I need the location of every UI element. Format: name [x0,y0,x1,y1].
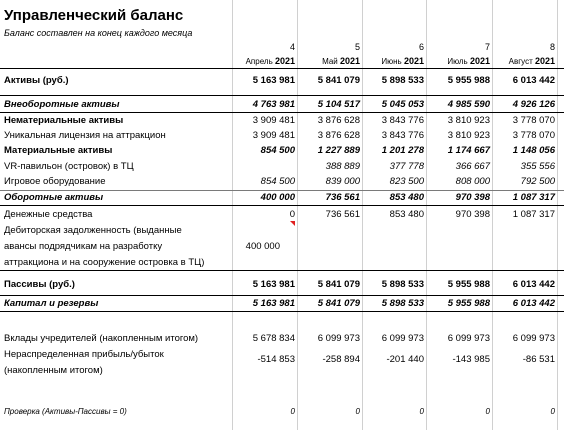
cell-liabilities[interactable]: 5 841 079 [317,279,360,290]
row-label-liabilities: Пассивы (руб.) [4,279,75,290]
cell-liabilities[interactable]: 5 955 988 [447,279,490,290]
cell-cash[interactable]: 1 087 317 [512,209,555,220]
row-label-noncurrent: Внеоборотные активы [4,99,120,110]
sheet-title: Управленческий баланс [4,7,184,24]
cell-check[interactable]: 0 [290,407,295,416]
row-border [0,311,564,312]
row-label-retained-line2: (накопленным итогом) [4,365,103,376]
row-label-contributions: Вклады учредителей (накопленным итогом) [4,333,199,344]
cell-vr[interactable]: 355 556 [520,161,555,172]
column-month: Май 2021 [322,56,360,66]
cell-tangible[interactable]: 1 174 667 [447,145,490,156]
cell-check[interactable]: 0 [419,407,424,416]
row-label-receivables-line3: аттракциона и на сооружение островка в ТЦ) [4,257,205,268]
cell-cash[interactable]: 736 561 [325,209,360,220]
cell-cash[interactable]: 970 398 [455,209,490,220]
cell-check[interactable]: 0 [550,407,555,416]
cell-current[interactable]: 853 480 [389,192,424,203]
column-month: Июль 2021 [447,56,490,66]
comment-indicator-icon[interactable] [290,221,295,226]
cell-noncurrent[interactable]: 5 104 517 [317,99,360,110]
row-border [0,205,564,206]
cell-current[interactable]: 970 398 [455,192,490,203]
cell-license[interactable]: 3 843 776 [381,130,424,141]
cell-assets[interactable]: 5 955 988 [447,75,490,86]
cell-check[interactable]: 0 [355,407,360,416]
row-border [0,95,564,96]
cell-vr[interactable]: 388 889 [325,161,360,172]
cell-contributions[interactable]: 5 678 834 [252,333,295,344]
cell-equity[interactable]: 5 955 988 [447,298,490,309]
cell-tangible[interactable]: 1 227 889 [317,145,360,156]
cell-equipment[interactable]: 808 000 [455,176,490,187]
cell-contributions[interactable]: 6 099 973 [512,333,555,344]
cell-cash[interactable]: 853 480 [389,209,424,220]
cell-equity[interactable]: 5 163 981 [252,298,295,309]
cell-contributions[interactable]: 6 099 973 [317,333,360,344]
row-label-vr: VR-павильон (островок) в ТЦ [4,161,134,172]
row-label-current: Оборотные активы [4,192,104,203]
cell-license[interactable]: 3 909 481 [252,130,295,141]
cell-intangible[interactable]: 3 876 628 [317,115,360,126]
cell-current[interactable]: 1 087 317 [512,192,555,203]
row-label-equity: Капитал и резервы [4,298,99,309]
row-label-equipment: Игровое оборудование [4,176,106,187]
row-label-license: Уникальная лицензия на аттракцион [4,130,166,141]
row-label-check: Проверка (Активы-Пассивы = 0) [4,407,127,416]
row-border [0,270,564,271]
cell-intangible[interactable]: 3 810 923 [447,115,490,126]
cell-check[interactable]: 0 [485,407,490,416]
cell-vr[interactable]: 377 778 [389,161,424,172]
cell-retained[interactable]: -258 894 [322,354,360,365]
cell-assets[interactable]: 5 898 533 [381,75,424,86]
cell-equity[interactable]: 5 841 079 [317,298,360,309]
column-index: 8 [549,42,555,52]
cell-equipment[interactable]: 839 000 [325,176,360,187]
cell-noncurrent[interactable]: 4 985 590 [447,99,490,110]
cell-contributions[interactable]: 6 099 973 [447,333,490,344]
cell-cash[interactable]: 0 [289,209,295,220]
row-label-tangible: Материальные активы [4,145,113,156]
cell-retained[interactable]: -201 440 [386,354,424,365]
sheet-subtitle: Баланс составлен на конец каждого месяца [4,28,193,38]
cell-retained[interactable]: -143 985 [452,354,490,365]
row-border [0,68,564,69]
cell-tangible[interactable]: 854 500 [260,145,295,156]
cell-assets[interactable]: 6 013 442 [512,75,555,86]
row-label-retained-line1: Нераспределенная прибыль/убыток [4,349,164,360]
cell-intangible[interactable]: 3 843 776 [381,115,424,126]
row-label-intangible: Нематериальные активы [4,115,124,126]
cell-equipment[interactable]: 854 500 [260,176,295,187]
cell-retained[interactable]: -514 853 [257,354,295,365]
row-border [0,190,564,191]
column-index: 6 [418,42,424,52]
column-index: 5 [354,42,360,52]
cell-vr[interactable]: 366 667 [455,161,490,172]
row-border [0,112,564,113]
cell-receivables[interactable]: 400 000 [245,241,280,252]
row-label-cash: Денежные средства [4,209,93,220]
cell-equity[interactable]: 5 898 533 [381,298,424,309]
row-label-receivables-line2: авансы подрядчикам на разработку [4,241,163,252]
cell-equity[interactable]: 6 013 442 [512,298,555,309]
column-divider [557,0,558,430]
cell-equipment[interactable]: 792 500 [520,176,555,187]
row-border [0,295,564,296]
cell-license[interactable]: 3 876 628 [317,130,360,141]
cell-liabilities[interactable]: 6 013 442 [512,279,555,290]
cell-contributions[interactable]: 6 099 973 [381,333,424,344]
cell-current[interactable]: 736 561 [325,192,360,203]
cell-liabilities[interactable]: 5 898 533 [381,279,424,290]
row-label-assets: Активы (руб.) [4,75,69,86]
cell-retained[interactable]: -86 531 [522,354,555,365]
cell-equipment[interactable]: 823 500 [389,176,424,187]
column-index: 7 [484,42,490,52]
cell-license[interactable]: 3 810 923 [447,130,490,141]
row-label-receivables-line1: Дебиторская задолженность (выданные [4,225,182,236]
cell-tangible[interactable]: 1 201 278 [381,145,424,156]
cell-assets[interactable]: 5 163 981 [252,75,295,86]
column-month: Апрель 2021 [245,56,295,66]
cell-license[interactable]: 3 778 070 [512,130,555,141]
cell-liabilities[interactable]: 5 163 981 [252,279,295,290]
cell-noncurrent[interactable]: 5 045 053 [381,99,424,110]
cell-assets[interactable]: 5 841 079 [317,75,360,86]
cell-tangible[interactable]: 1 148 056 [512,145,555,156]
cell-current[interactable]: 400 000 [260,192,295,203]
cell-noncurrent[interactable]: 4 763 981 [252,99,295,110]
cell-noncurrent[interactable]: 4 926 126 [512,99,555,110]
column-month: Июнь 2021 [381,56,424,66]
column-index: 4 [289,42,295,52]
cell-intangible[interactable]: 3 909 481 [252,115,295,126]
cell-intangible[interactable]: 3 778 070 [512,115,555,126]
column-month: Август 2021 [508,56,555,66]
